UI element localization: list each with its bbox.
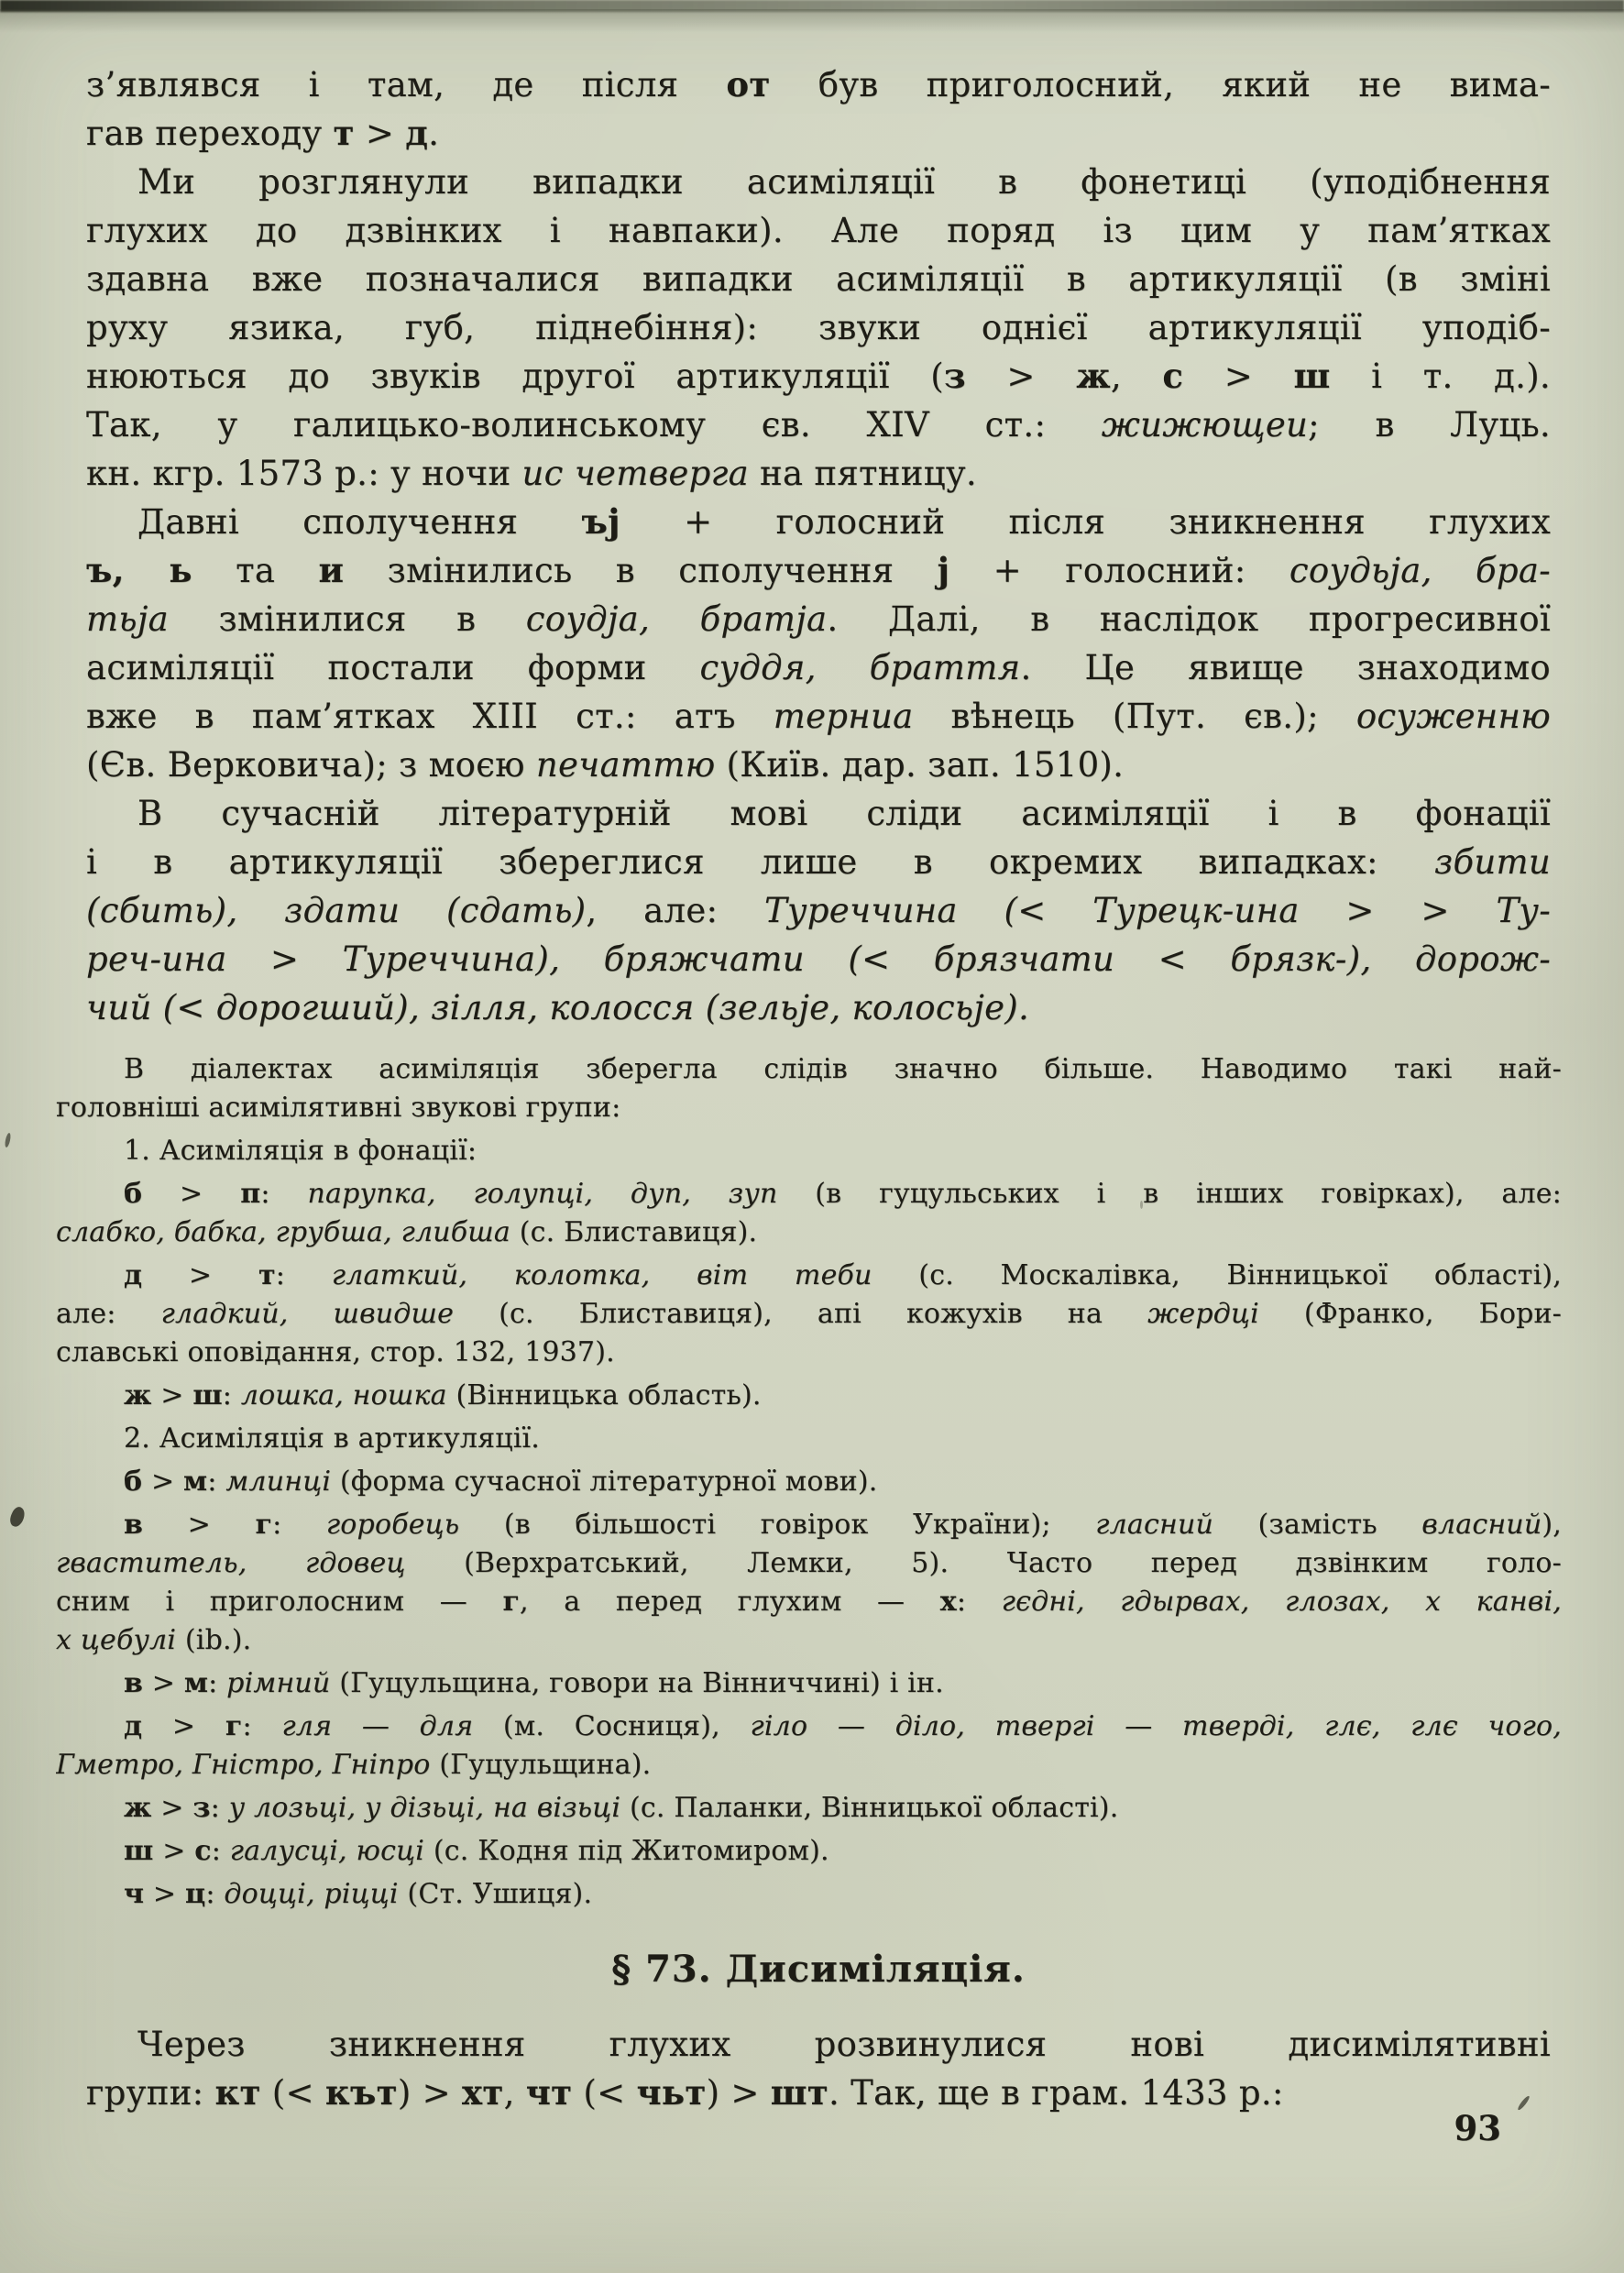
text-run: чьт bbox=[636, 2072, 707, 2113]
text-run: (< bbox=[260, 2073, 325, 2113]
text-run: чт bbox=[525, 2072, 573, 2113]
text-run: , а перед глухим — bbox=[520, 1586, 940, 1618]
text-run: (замість bbox=[1213, 1509, 1422, 1541]
text-run: соудьjа, бра- bbox=[1289, 551, 1551, 590]
text-run: б bbox=[124, 1466, 143, 1498]
text-run: тьjа bbox=[86, 599, 169, 639]
text-run: в bbox=[124, 1509, 144, 1541]
text-run: печаттю bbox=[535, 745, 716, 785]
text-run: кт bbox=[214, 2072, 261, 2113]
text-run: кн. кгр. 1573 р.: у ночи bbox=[86, 454, 522, 493]
text-run: глаткий, колотка, віт теби bbox=[331, 1259, 872, 1291]
ink-speck bbox=[4, 1133, 11, 1148]
text-run: ж bbox=[124, 1379, 152, 1411]
text-run: жижющеи bbox=[1101, 405, 1309, 445]
text-run: > bbox=[144, 1878, 185, 1910]
text-run: , але: bbox=[586, 891, 765, 930]
text-line bbox=[86, 789, 1551, 838]
text-run: х цебулі bbox=[56, 1624, 177, 1656]
text-line bbox=[56, 1463, 1562, 1501]
text-run: г bbox=[255, 1509, 273, 1541]
text-line bbox=[86, 935, 1551, 983]
text-run: гладкий, швидше bbox=[160, 1298, 455, 1330]
text-run: жердці bbox=[1147, 1298, 1259, 1330]
text-line bbox=[86, 2069, 1551, 2117]
text-line bbox=[56, 1334, 1562, 1372]
text-run: х bbox=[939, 1586, 957, 1618]
text-run: лошка, ношка bbox=[240, 1379, 447, 1411]
text-run: : bbox=[207, 1466, 226, 1498]
paragraph bbox=[56, 1832, 1562, 1871]
text-run: з bbox=[192, 1792, 211, 1824]
text-run: з bbox=[943, 356, 966, 396]
paragraph bbox=[56, 1875, 1562, 1914]
text-run: ч bbox=[124, 1878, 145, 1910]
text-run: : bbox=[272, 1509, 326, 1541]
text-line bbox=[86, 449, 1551, 498]
text-run: (с. Москалівка, Вінницької області), bbox=[872, 1259, 1562, 1291]
text-run: . Далі, в наслідок прогресивної bbox=[827, 599, 1551, 639]
text-line bbox=[56, 1377, 1562, 1415]
text-run: г bbox=[502, 1586, 521, 1618]
text-run: гласний bbox=[1095, 1509, 1213, 1541]
text-run: славські оповідання, стор. 132, 1937). bbox=[56, 1336, 615, 1368]
text-run: і в артикуляції збереглися лише в окремих випадках: bbox=[86, 842, 1434, 882]
text-run: п bbox=[240, 1178, 261, 1210]
ink-speck bbox=[1140, 1201, 1143, 1209]
text-run: Так, у галицько-волинському єв. XIV ст.: bbox=[86, 405, 1102, 445]
text-run: : bbox=[208, 1667, 227, 1699]
paragraph bbox=[86, 789, 1551, 1032]
text-run: соудjа, братjа bbox=[525, 599, 828, 639]
paragraph bbox=[86, 498, 1551, 789]
text-run: ) > bbox=[706, 2073, 771, 2113]
text-run: т bbox=[258, 1259, 276, 1291]
paragraph bbox=[56, 1257, 1562, 1372]
text-line bbox=[56, 1664, 1562, 1703]
text-run: слабко, бабка, грубша, глибша bbox=[56, 1216, 510, 1248]
text-line bbox=[86, 643, 1551, 692]
text-run: , bbox=[1110, 357, 1163, 396]
text-line bbox=[56, 1746, 1562, 1784]
text-line bbox=[56, 1257, 1562, 1295]
text-run: хт bbox=[462, 2072, 504, 2113]
text-run: Давні сполучення bbox=[137, 502, 582, 542]
text-run: ), bbox=[1542, 1509, 1562, 1541]
text-run: : bbox=[222, 1379, 241, 1411]
text-line bbox=[56, 1544, 1562, 1583]
text-line bbox=[56, 1506, 1562, 1544]
text-run: (Гуцульщина, говори на Вінниччині) і ін. bbox=[330, 1667, 944, 1699]
text-run: + голосний після зникнення глухих bbox=[620, 502, 1551, 542]
paragraph bbox=[56, 1420, 1562, 1458]
text-run: (форма сучасної літературної мови). bbox=[331, 1466, 878, 1498]
text-run: ц bbox=[184, 1878, 206, 1910]
text-line bbox=[86, 498, 1551, 546]
text-line bbox=[56, 1621, 1562, 1660]
text-line bbox=[56, 1213, 1562, 1252]
text-run: (< bbox=[572, 2073, 637, 2113]
text-run: 2. Асиміляція в артикуляції. bbox=[124, 1422, 541, 1455]
text-line bbox=[86, 255, 1551, 303]
text-line bbox=[56, 1875, 1562, 1914]
text-run: Через зникнення глухих розвинулися нові дисимілятивні bbox=[137, 2025, 1551, 2064]
paragraph bbox=[56, 1132, 1562, 1170]
text-line bbox=[86, 886, 1551, 935]
text-line bbox=[56, 1132, 1562, 1170]
text-line bbox=[86, 692, 1551, 741]
paragraph bbox=[56, 1789, 1562, 1828]
text-run: т bbox=[333, 113, 355, 153]
text-run: > bbox=[153, 1835, 195, 1867]
text-run: (Вінницька область). bbox=[446, 1379, 762, 1411]
text-line bbox=[56, 1789, 1562, 1828]
paragraph bbox=[56, 1463, 1562, 1501]
paragraph bbox=[86, 158, 1551, 498]
text-run: збити bbox=[1433, 842, 1551, 882]
text-run: (Ст. Ушиця). bbox=[398, 1878, 593, 1910]
paragraph bbox=[86, 60, 1551, 158]
text-line bbox=[86, 109, 1551, 158]
text-run: змінилися в bbox=[168, 599, 526, 639]
text-run: (сбить), здати (сдать) bbox=[86, 891, 587, 930]
text-run: > bbox=[142, 1259, 258, 1291]
text-run: (с. Блиставиця). bbox=[510, 1216, 758, 1248]
text-line bbox=[86, 401, 1551, 449]
text-run: руху язика, губ, піднебіння): звуки однієї артикуляції уподіб- bbox=[86, 308, 1551, 347]
text-run: и bbox=[318, 550, 345, 590]
text-run: с bbox=[194, 1835, 212, 1867]
text-run: гля — для bbox=[281, 1710, 474, 1742]
text-run: у лозьці, у дізьці, на візьці bbox=[228, 1792, 621, 1824]
paragraph bbox=[56, 1175, 1562, 1252]
section-heading: § 73. Дисиміляція. bbox=[611, 1948, 1026, 1991]
text-run: > bbox=[142, 1710, 225, 1742]
text-run: нюються до звуків другої артикуляції ( bbox=[86, 357, 944, 396]
text-line bbox=[86, 303, 1551, 352]
text-run: кът bbox=[324, 2072, 398, 2113]
text-run: доцці, ріцці bbox=[224, 1878, 399, 1910]
text-line bbox=[56, 1089, 1562, 1127]
text-run: був приголосний, який не вима- bbox=[770, 65, 1551, 104]
paragraph bbox=[56, 1664, 1562, 1703]
text-run: осуженню bbox=[1355, 697, 1551, 736]
text-run: > bbox=[354, 114, 406, 153]
text-run: Ми розглянули випадки асиміляції в фонетиці (уподібнення bbox=[137, 162, 1551, 202]
text-line bbox=[56, 1175, 1562, 1213]
paragraph bbox=[56, 1506, 1562, 1660]
text-run: горобець bbox=[325, 1509, 460, 1541]
text-run: (с. Кодня під Житомиром). bbox=[424, 1835, 829, 1867]
text-run: шт bbox=[770, 2072, 829, 2113]
text-run: > bbox=[142, 1466, 184, 1498]
text-line bbox=[56, 1583, 1562, 1621]
text-run: ) > bbox=[397, 2073, 463, 2113]
text-run: (ib.). bbox=[176, 1624, 252, 1656]
text-run: > bbox=[143, 1667, 184, 1699]
text-run: (Київ. дар. зап. 1510). bbox=[715, 745, 1125, 785]
text-run: > bbox=[965, 357, 1077, 396]
text-run: д bbox=[124, 1710, 143, 1742]
text-run: (в гуцульських і в інших говірках), але: bbox=[777, 1178, 1562, 1210]
text-run: млинці bbox=[225, 1466, 332, 1498]
text-run: . bbox=[428, 114, 440, 153]
text-run: В сучасній літературній мові сліди асиміляції і в фонації bbox=[137, 794, 1551, 833]
text-run: змінились в сполучення bbox=[344, 551, 938, 590]
text-run: гіло — діло, твергі — тверді, глє, глє чого, bbox=[750, 1710, 1562, 1742]
text-run: + голосний: bbox=[949, 551, 1289, 590]
text-run: : bbox=[275, 1259, 332, 1291]
text-run: . Це явище знаходимо bbox=[1020, 648, 1551, 687]
text-run: от bbox=[726, 64, 771, 104]
text-run: але: bbox=[56, 1298, 161, 1330]
text-run: ъ, ь bbox=[86, 550, 192, 590]
text-line bbox=[86, 206, 1551, 255]
text-run: суддя, браття bbox=[699, 648, 1021, 687]
text-run: з’являвся і там, де після bbox=[86, 65, 727, 104]
text-run: асиміляції постали форми bbox=[86, 648, 700, 687]
text-run: реч-ина > Туреччина), бряжчати (< брязчати < брязк-), дорож- bbox=[86, 939, 1551, 979]
text-run: д bbox=[405, 113, 429, 153]
text-run: вѣнець (Пут. єв.); bbox=[913, 697, 1356, 736]
text-run: ъj bbox=[581, 501, 620, 542]
text-line bbox=[86, 158, 1551, 206]
text-run: ж bbox=[1076, 356, 1111, 396]
text-line bbox=[86, 352, 1551, 401]
text-run: вже в пам’ятках XIII ст.: атъ bbox=[86, 697, 774, 736]
text-run: б bbox=[124, 1178, 143, 1210]
text-run: В діалектах асиміляція зберегла слідів значно більше. Наводимо такі най- bbox=[124, 1053, 1562, 1085]
text-run: ш bbox=[124, 1835, 154, 1867]
text-run: : bbox=[211, 1835, 230, 1867]
text-line bbox=[86, 741, 1551, 789]
text-run: (Єв. Верковича); з моєю bbox=[86, 745, 536, 785]
text-line bbox=[86, 546, 1551, 595]
text-run: (Франко, Бори- bbox=[1258, 1298, 1562, 1330]
text-run: парупка, голупці, дуп, зуп bbox=[307, 1178, 778, 1210]
text-run: : bbox=[210, 1792, 229, 1824]
text-run: , bbox=[503, 2073, 526, 2113]
text-run: : bbox=[205, 1878, 225, 1910]
paragraph bbox=[86, 2020, 1551, 2117]
text-run: г bbox=[225, 1710, 243, 1742]
text-run: ; в Луць. bbox=[1308, 405, 1551, 445]
text-run: ж bbox=[124, 1792, 152, 1824]
text-run: > bbox=[151, 1379, 193, 1411]
text-line bbox=[86, 60, 1551, 109]
text-run: сним і приголосним — bbox=[56, 1586, 503, 1618]
text-line bbox=[56, 1832, 1562, 1871]
text-run: 1. Асиміляція в фонації: bbox=[124, 1135, 477, 1167]
text-run: м bbox=[183, 1466, 208, 1498]
page-top-edge-soft-shadow bbox=[0, 9, 1624, 33]
text-run: здавна вже позначалися випадки асиміляції в артикуляції (в зміні bbox=[86, 259, 1551, 299]
text-run: > bbox=[143, 1509, 256, 1541]
text-run: ш bbox=[1293, 356, 1331, 396]
text-run: j bbox=[937, 550, 950, 590]
text-run: (с. Блиставиця), апі кожухів на bbox=[454, 1298, 1148, 1330]
text-line bbox=[56, 1295, 1562, 1334]
text-column bbox=[56, 60, 1562, 2117]
text-run: > bbox=[142, 1178, 241, 1210]
text-run: і т. д.). bbox=[1330, 357, 1551, 396]
text-line bbox=[86, 838, 1551, 886]
text-run: групи: bbox=[86, 2073, 215, 2113]
text-line bbox=[86, 595, 1551, 643]
text-run: (Верхратський, Лемки, 5). Часто перед дзвінким голо- bbox=[405, 1547, 1562, 1579]
text-run: ис четверга bbox=[521, 454, 749, 493]
text-run: терниа bbox=[773, 697, 914, 736]
paragraph bbox=[56, 1050, 1562, 1127]
text-run: головніші асимілятивні звукові групи: bbox=[56, 1092, 621, 1124]
text-run: в bbox=[124, 1667, 144, 1699]
text-run: гваститель, гдовец bbox=[56, 1547, 406, 1579]
text-run: Гметро, Гністро, Гніпро bbox=[56, 1749, 431, 1781]
text-run: чий (< дорогший), зілля, колосся (зельjе, колосьjе). bbox=[86, 988, 1030, 1027]
text-run: : bbox=[956, 1586, 1002, 1618]
paragraph bbox=[56, 1707, 1562, 1784]
text-run: д bbox=[124, 1259, 143, 1291]
text-run: : bbox=[260, 1178, 308, 1210]
text-line bbox=[86, 983, 1551, 1032]
text-run: Туреччина (< Турецк-ина > > Ту- bbox=[764, 891, 1551, 930]
text-run: . Так, ще в грам. 1433 р.: bbox=[828, 2073, 1284, 2113]
text-run: (Гуцульщина). bbox=[430, 1749, 652, 1781]
text-run: > bbox=[1183, 357, 1294, 396]
text-run: рімний bbox=[226, 1667, 331, 1699]
text-run: > bbox=[151, 1792, 193, 1824]
text-run: с bbox=[1162, 356, 1184, 396]
text-run: гав переходу bbox=[86, 114, 334, 153]
text-line bbox=[86, 2020, 1551, 2069]
text-line bbox=[56, 1050, 1562, 1089]
text-line bbox=[56, 1707, 1562, 1746]
text-run: гєдні, гдырвах, глозах, х канві, bbox=[1001, 1586, 1562, 1618]
text-run: м bbox=[183, 1667, 209, 1699]
text-run: ш bbox=[192, 1379, 223, 1411]
text-run: (в більшості говірок України); bbox=[459, 1509, 1096, 1541]
text-run: на пятницу. bbox=[748, 454, 977, 493]
text-run: (м. Сосниця), bbox=[473, 1710, 751, 1742]
text-run: глухих до дзвінких і навпаки). Але поряд із цим у пам’ятках bbox=[86, 211, 1551, 250]
paragraph bbox=[56, 1377, 1562, 1415]
text-run: та bbox=[192, 551, 319, 590]
text-run: галусці, юсці bbox=[229, 1835, 425, 1867]
text-run: (с. Паланки, Вінницької області). bbox=[620, 1792, 1119, 1824]
text-run: власний bbox=[1421, 1509, 1542, 1541]
text-line bbox=[56, 1420, 1562, 1458]
ink-speck bbox=[7, 1505, 27, 1529]
page-number: 93 bbox=[1454, 2108, 1501, 2148]
text-run: : bbox=[242, 1710, 282, 1742]
